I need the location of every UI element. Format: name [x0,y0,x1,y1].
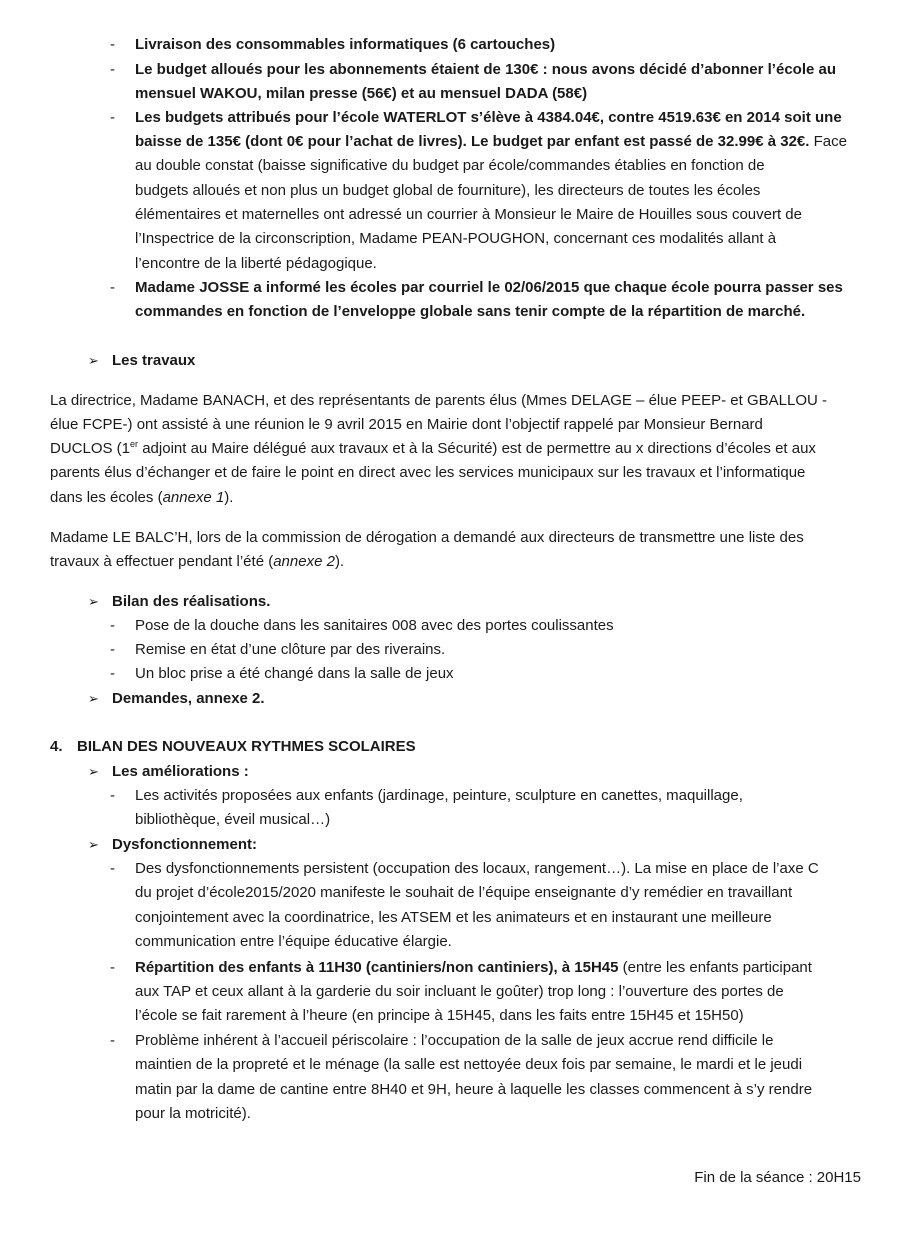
derogation-paragraph-line [50,552,344,572]
travaux-paragraph-line [50,439,816,459]
bilan-item: Remise en état d’une clôture par des riverains. [135,641,446,658]
ameliorations-item-line: Les activités proposées aux enfants (jardinage, peinture, sculpture en canettes, maquillage, [135,787,743,804]
list-dash: - [110,1032,115,1049]
section-number: 4. [50,738,63,755]
travaux-heading: Les travaux [112,352,196,369]
dysfonctionnement-item-1-line: conjointement avec la coordinatrice, les ATSEM et les animateurs et en instaurant une meilleure [135,909,772,926]
bilan-item: Pose de la douche dans les sanitaires 008 avec des portes coulissantes [135,617,614,634]
text-run: ). [224,489,234,506]
list-dash: - [110,665,115,682]
dysfonctionnement-item-2-line: l’école se fait rarement à l’heure (en principe à 15H45, dans les faits entre 15H45 et 15H50) [135,1007,744,1024]
demandes-heading: Demandes, annexe 2. [112,690,265,707]
consumables-item-3-line [135,132,847,152]
ameliorations-item-line: bibliothèque, éveil musical…) [135,811,331,828]
ameliorations-heading: Les améliorations : [112,763,249,780]
text-run: travaux à effectuer pendant l’été ( [50,553,274,570]
consumables-item-3-line: Les budgets attribués pour l’école WATERLOT s’élève à 4384.04€, contre 4519.63€ en 2014 soit une [135,109,842,126]
consumables-item-3-line: budgets alloués et non plus un budget global de fourniture), les directeurs de toutes les écoles [135,182,761,199]
consumables-item-2-line: Le budget alloués pour les abonnements étaient de 130€ : nous avons décidé d’abonner l’école au [135,61,837,78]
bold-run: baisse de 135€ (dont 0€ pour l’achat de livres). Le budget par enfant est passé de 32.99€ à 32€. [135,133,810,150]
derogation-paragraph-line: Madame LE BALC’H, lors de la commission de dérogation a demandé aux directeurs de transmettre une liste des [50,529,804,546]
arrow-bullet-icon: ➢ [88,353,99,368]
list-dash: - [110,109,115,126]
consumables-item-3-line: l’Inspectrice de la circonscription, Madame PEAN-POUGHON, concernant ces modalités allant à [135,230,777,247]
consumables-item-3-line: au double constat (baisse significative du budget par école/commandes établies en fonction de [135,157,765,174]
consumables-item-2-line: mensuel WAKOU, milan presse (56€) et au mensuel DADA (58€) [135,85,588,102]
dysfonctionnement-item-3-line: pour la motricité). [135,1105,251,1122]
dysfonctionnement-item-2-line [135,958,812,978]
text-run: adjoint au Maire délégué aux travaux et à la Sécurité) est de permettre au x directions d’écoles et aux [138,440,816,457]
consumables-item-4-line: Madame JOSSE a informé les écoles par courriel le 02/06/2015 que chaque école pourra passer ses [135,279,843,296]
section-title: BILAN DES NOUVEAUX RYTHMES SCOLAIRES [77,738,416,755]
arrow-bullet-icon: ➢ [88,837,99,852]
consumables-item-4-line: commandes en fonction de l’enveloppe globale sans tenir compte de la répartition de marché. [135,303,806,320]
annex-reference: annexe 2 [273,553,335,570]
arrow-bullet-icon: ➢ [88,594,99,609]
end-of-session: Fin de la séance : 20H15 [694,1169,861,1186]
arrow-bullet-icon: ➢ [88,764,99,779]
text-run: DUCLOS (1 [50,440,131,457]
arrow-bullet-icon: ➢ [88,691,99,706]
text-run: Face [809,133,847,150]
dysfonctionnement-heading: Dysfonctionnement: [112,836,258,853]
list-dash: - [110,959,115,976]
superscript: er [130,439,139,449]
text-run: ). [334,553,345,570]
annex-reference: annexe 1 [162,489,225,506]
travaux-paragraph-line [50,488,233,508]
dysfonctionnement-item-3-line: matin par la dame de cantine entre 8H40 et 9H, heure à laquelle les classes commencent à s’y rendre [135,1081,813,1098]
travaux-paragraph-line: élue FCPE-) ont assisté à une réunion le 9 avril 2015 en Mairie dont l’objectif rappelé par Monsieur Bernard [50,416,763,433]
list-dash: - [110,787,115,804]
dysfonctionnement-item-3-line: Problème inhérent à l’accueil périscolaire : l’occupation de la salle de jeux accrue rend difficile le [135,1032,774,1049]
list-dash: - [110,61,115,78]
list-dash: - [110,617,115,634]
list-dash: - [110,279,115,296]
list-dash: - [110,641,115,658]
consumables-item-3-line: élémentaires et maternelles ont adressé un courrier à Monsieur le Maire de Houilles sous couvert de [135,206,802,223]
text-run: (entre les enfants participant [618,959,812,976]
text-run: dans les écoles ( [50,489,163,506]
dysfonctionnement-item-1-line: du projet d’école2015/2020 manifeste le souhait de l’équipe enseignante d’y remédier en travaillant [135,884,793,901]
bilan-item: Un bloc prise a été changé dans la salle de jeux [135,665,454,682]
dysfonctionnement-item-2-line: aux TAP et ceux allant à la garderie du soir incluant le goûter) trop long : l’ouverture des portes de [135,983,784,1000]
dysfonctionnement-item-1-line: Des dysfonctionnements persistent (occupation des locaux, rangement…). La mise en place de l’axe C [135,860,819,877]
dysfonctionnement-item-3-line: maintien de la propreté et le ménage (la salle est nettoyée deux fois par semaine, le mardi et le jeudi [135,1056,803,1073]
consumables-item-3-line: l’encontre de la liberté pédagogique. [135,255,377,272]
list-dash: - [110,860,115,877]
travaux-paragraph-line: parents élus d’échanger et de faire le point en direct avec les services municipaux sur les travaux et l’informatique [50,464,806,481]
travaux-paragraph-line: La directrice, Madame BANACH, et des représentants de parents élus (Mmes DELAGE – élue PEEP- et GBALLOU - [50,392,828,409]
bilan-heading: Bilan des réalisations. [112,593,271,610]
list-dash: - [110,36,115,53]
bold-run: Répartition des enfants à 11H30 (cantiniers/non cantiniers), à 15H45 [135,959,619,976]
dysfonctionnement-item-1-line: communication entre l’équipe éducative élargie. [135,933,452,950]
consumables-item-1: Livraison des consommables informatiques (6 cartouches) [135,36,556,53]
